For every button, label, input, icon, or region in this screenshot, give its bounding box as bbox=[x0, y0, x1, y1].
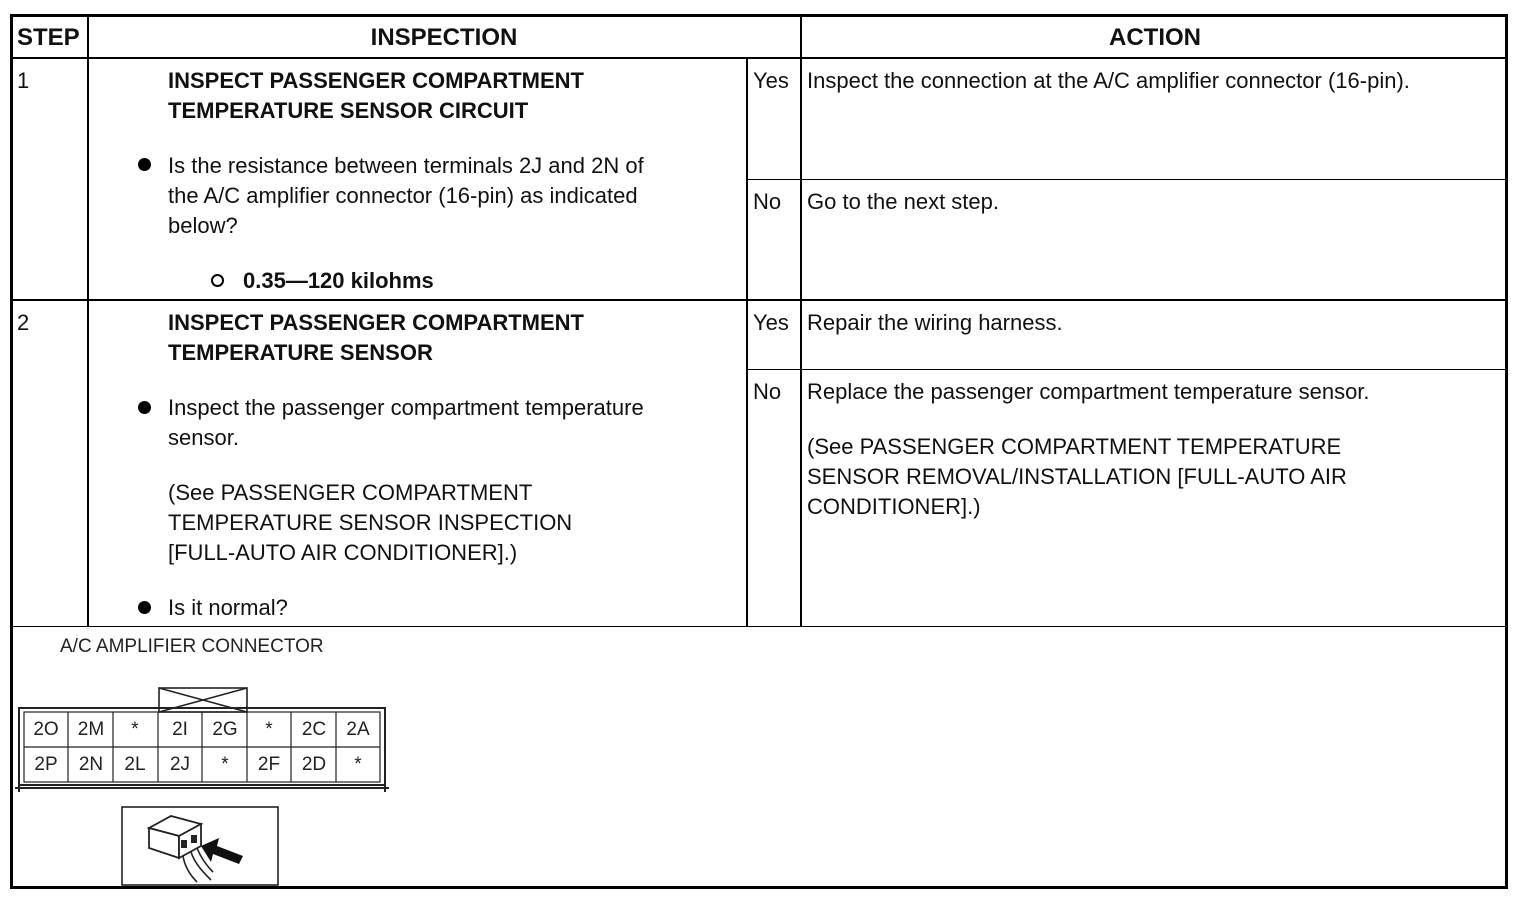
row-divider-step1-step2 bbox=[10, 299, 1508, 301]
connector-pin: 2M bbox=[77, 719, 105, 740]
step1-resistance-spec: 0.35—120 kilohms bbox=[243, 268, 434, 293]
connector-pin: * bbox=[265, 719, 273, 740]
step1-number: 1 bbox=[17, 68, 30, 93]
connector-pin: 2N bbox=[78, 754, 104, 775]
connector-pin: * bbox=[221, 754, 229, 775]
connector-pin: 2O bbox=[33, 719, 59, 740]
step2-yes-action: Repair the wiring harness. bbox=[807, 310, 1063, 335]
header-divider bbox=[10, 57, 1508, 59]
col-divider-inspection bbox=[746, 58, 748, 627]
step2-no-reference-line1: (See PASSENGER COMPARTMENT TEMPERATURE bbox=[807, 434, 1342, 459]
step2-reference-line2: TEMPERATURE SENSOR INSPECTION bbox=[168, 510, 573, 535]
step1-question-line1: Is the resistance between terminals 2J and 2N of bbox=[168, 153, 644, 178]
connector-pin: 2C bbox=[301, 719, 327, 740]
step1-title-line2: TEMPERATURE SENSOR CIRCUIT bbox=[168, 98, 529, 123]
step1-title-line1: INSPECT PASSENGER COMPARTMENT bbox=[168, 68, 584, 93]
header-inspection: INSPECTION bbox=[370, 24, 518, 51]
connector-pin: * bbox=[131, 719, 139, 740]
bullet-icon bbox=[138, 158, 151, 171]
connector-pin: 2J bbox=[169, 754, 191, 775]
harness-side-view-icon bbox=[121, 806, 281, 888]
step2-no-reference-line3: CONDITIONER].) bbox=[807, 494, 981, 519]
step2-reference-line3: [FULL-AUTO AIR CONDITIONER].) bbox=[168, 540, 518, 565]
connector-pin: 2I bbox=[172, 719, 188, 740]
step2-no-reference-line2: SENSOR REMOVAL/INSTALLATION [FULL-AUTO AIR bbox=[807, 464, 1347, 489]
connector-pin: 2D bbox=[301, 754, 327, 775]
step1-question-line2: the A/C amplifier connector (16-pin) as indicated bbox=[168, 183, 638, 208]
bullet-icon bbox=[138, 401, 151, 414]
row-divider-table-figure bbox=[10, 626, 1508, 627]
col-divider-step bbox=[87, 14, 89, 627]
connector-pin: 2P bbox=[34, 754, 58, 775]
connector-pin: * bbox=[354, 754, 362, 775]
step2-title-line1: INSPECT PASSENGER COMPARTMENT bbox=[168, 310, 584, 335]
step2-reference-line1: (See PASSENGER COMPARTMENT bbox=[168, 480, 533, 505]
col-divider-action bbox=[800, 14, 802, 627]
step2-no-label: No bbox=[753, 379, 782, 404]
step2-instruction-line1: Inspect the passenger compartment temperature bbox=[168, 395, 644, 420]
connector-diagram bbox=[0, 680, 400, 800]
bullet-icon bbox=[138, 601, 151, 614]
step2-number: 2 bbox=[17, 310, 30, 335]
row-divider-step2-yes-no bbox=[747, 369, 1508, 370]
step2-instruction-line2: sensor. bbox=[168, 425, 239, 450]
step2-question: Is it normal? bbox=[168, 595, 288, 620]
step1-no-label: No bbox=[753, 189, 782, 214]
step1-no-action: Go to the next step. bbox=[807, 189, 1000, 214]
row-divider-step1-yes-no bbox=[747, 179, 1508, 180]
connector-pin: 2F bbox=[257, 754, 281, 775]
connector-pin: 2A bbox=[346, 719, 370, 740]
step1-yes-label: Yes bbox=[753, 68, 789, 93]
step2-no-action: Replace the passenger compartment temperature sensor. bbox=[807, 379, 1370, 404]
connector-pin: 2L bbox=[124, 754, 146, 775]
header-action: ACTION bbox=[1109, 24, 1201, 51]
step2-title-line2: TEMPERATURE SENSOR bbox=[168, 340, 433, 365]
step1-question-line3: below? bbox=[168, 213, 238, 238]
header-step: STEP bbox=[17, 24, 80, 51]
connector-title: A/C AMPLIFIER CONNECTOR bbox=[60, 636, 324, 657]
step2-yes-label: Yes bbox=[753, 310, 789, 335]
step1-yes-action: Inspect the connection at the A/C amplifier connector (16-pin). bbox=[807, 68, 1410, 93]
sub-bullet-circle-icon bbox=[211, 274, 224, 287]
connector-pin: 2G bbox=[212, 719, 238, 740]
